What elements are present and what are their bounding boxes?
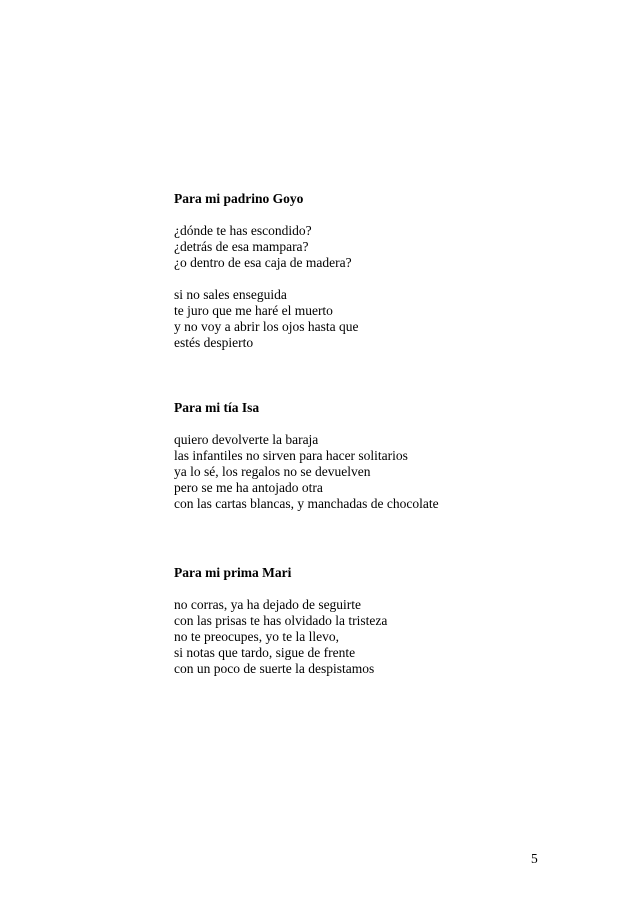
poem-line: estés despierto [174, 335, 254, 350]
poem-title: Para mi padrino Goyo [174, 191, 304, 206]
poem-line: no te preocupes, yo te la llevo, [174, 629, 339, 644]
poem-line: si no sales enseguida [174, 287, 287, 302]
poem-line: con las prisas te has olvidado la tristeza [174, 613, 388, 628]
poem-line: ¿o dentro de esa caja de madera? [174, 255, 352, 270]
stanza [174, 597, 554, 677]
poem-line: y no voy a abrir los ojos hasta que [174, 319, 359, 334]
poem-line: ya lo sé, los regalos no se devuelven [174, 464, 371, 479]
page-number: 5 [531, 851, 538, 866]
poem-line: si notas que tardo, sigue de frente [174, 645, 356, 660]
stanza [174, 223, 554, 271]
poem-line: pero se me ha antojado otra [174, 480, 323, 495]
poem-title: Para mi tía Isa [174, 400, 260, 415]
poem-line: quiero devolverte la baraja [174, 432, 319, 447]
poem-line: con las cartas blancas, y manchadas de chocolate [174, 496, 439, 511]
stanza [174, 287, 554, 351]
poem-line: te juro que me haré el muerto [174, 303, 333, 318]
poem-line: con un poco de suerte la despistamos [174, 661, 375, 676]
poem-padrino-goyo [174, 191, 554, 351]
stanza [174, 432, 554, 512]
poem-line: ¿dónde te has escondido? [174, 223, 312, 238]
poem-line: ¿detrás de esa mampara? [174, 239, 309, 254]
poem-tia-isa [174, 400, 554, 512]
poem-title: Para mi prima Mari [174, 565, 292, 580]
poem-line: las infantiles no sirven para hacer solitarios [174, 448, 408, 463]
poem-prima-mari [174, 565, 554, 677]
poem-line: no corras, ya ha dejado de seguirte [174, 597, 362, 612]
